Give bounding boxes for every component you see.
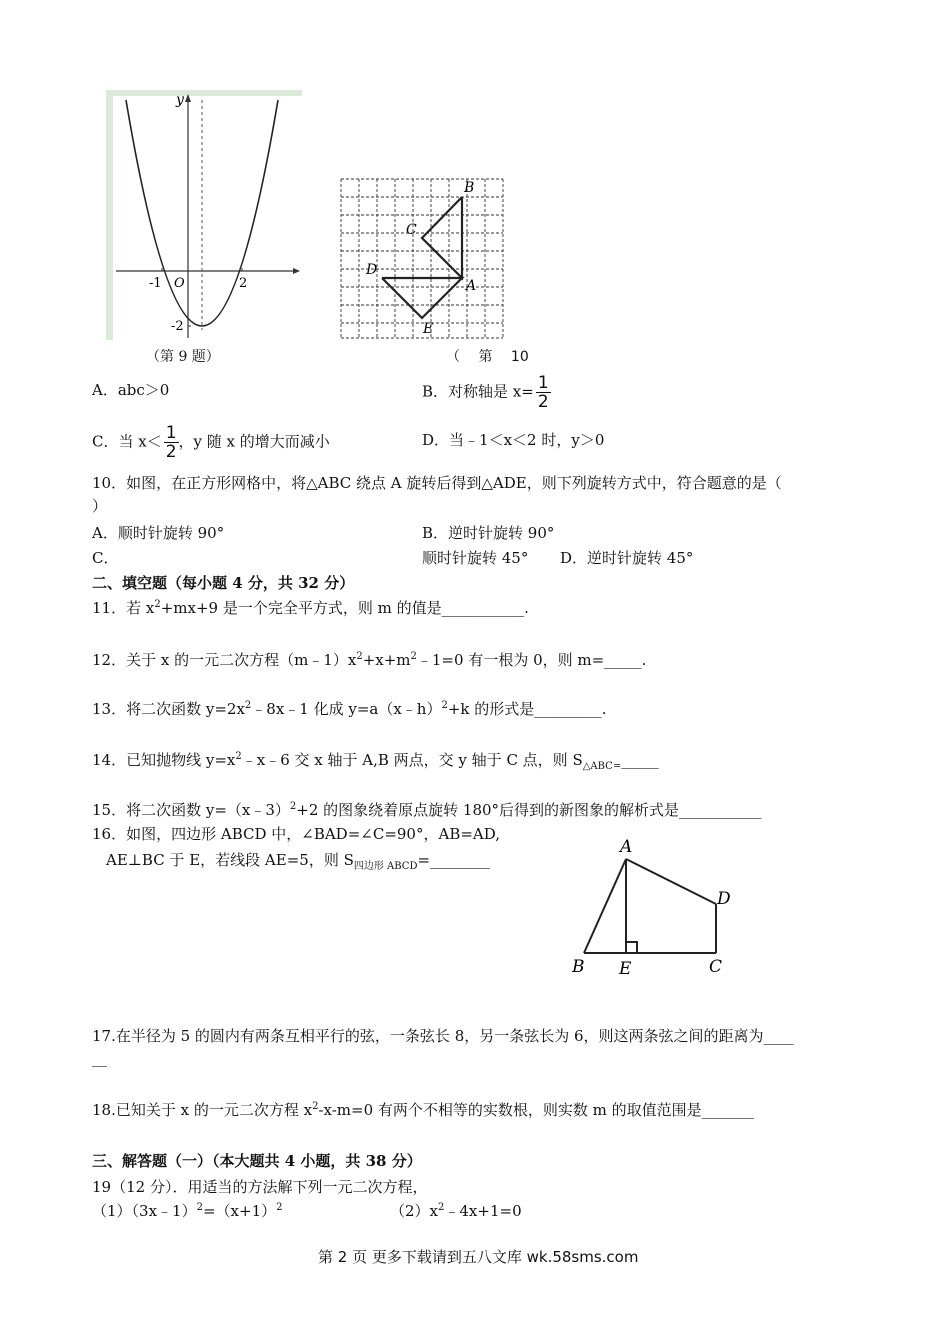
q16-line2-post: =________ bbox=[417, 851, 491, 869]
q12-pre: 12．关于 x 的一元二次方程（m﹣1）x bbox=[92, 651, 357, 669]
q9-option-b bbox=[422, 374, 551, 411]
fraction-half bbox=[536, 374, 551, 411]
q14-sup: 2 bbox=[235, 751, 242, 762]
q10-stem-line1: 10．如图，在正方形网格中，将△ABC 绕点 A 旋转后得到△ADE，则下列旋转方式中，符合题意的是（ bbox=[92, 474, 782, 492]
q16-line2-sub: 四边形 ABCD bbox=[353, 861, 418, 872]
q12-sup2: 2 bbox=[410, 651, 417, 662]
q19-p1-mid: =（x+1） bbox=[202, 1202, 277, 1220]
question-19-part2 bbox=[390, 1200, 522, 1221]
question-19-part1 bbox=[92, 1200, 282, 1221]
question-13 bbox=[92, 698, 607, 719]
q10-option-b: B．逆时针旋转 90° bbox=[422, 524, 555, 542]
q12-sup1: 2 bbox=[356, 651, 363, 662]
q15-sup: 2 bbox=[289, 801, 297, 812]
question-16-line1: 16．如图，四边形 ABCD 中，∠BAD=∠C=90°，AB=AD, bbox=[92, 825, 500, 843]
q15-post: +2 的图象绕着原点旋转 180°后得到的新图象的解析式是___________ bbox=[296, 801, 762, 819]
q14-pre: 14．已知抛物线 y=x bbox=[92, 751, 236, 769]
q9-option-b-text: B．对称轴是 x= bbox=[422, 382, 534, 401]
figure-9-caption: （第 9 题） bbox=[146, 349, 220, 365]
q10-option-d: D．逆时针旋转 45° bbox=[560, 549, 694, 567]
quadrilateral-figure bbox=[566, 832, 746, 980]
section-2-heading: 二、填空题（每小题 4 分，共 32 分） bbox=[92, 574, 355, 592]
point-e-label: E bbox=[423, 321, 434, 337]
frac-den: 2 bbox=[537, 392, 549, 412]
point-d-label: D bbox=[366, 262, 378, 278]
point-b-label: B bbox=[464, 180, 475, 196]
vertex-c-label: C bbox=[709, 957, 723, 977]
tick-label-neg2: -2 bbox=[171, 319, 184, 334]
q14-mid: ﹣x﹣6 交 x 轴于 A,B 两点，交 y 轴于 C 点，则 S bbox=[241, 751, 583, 769]
section-3-heading: 三、解答题（一）（本大题共 4 小题，共 38 分） bbox=[92, 1152, 422, 1170]
vertex-b-label: B bbox=[572, 957, 585, 977]
parabola-graph bbox=[106, 90, 302, 340]
q10-stem-line2: ） bbox=[92, 497, 108, 515]
caption-di: 第 bbox=[478, 349, 493, 365]
q13-sup1: 2 bbox=[244, 700, 252, 711]
question-17-line1: 17.在半径为 5 的圆内有两条互相平行的弦，一条弦长 8，另一条弦长为 6，则这两条弦之间的距离为____ bbox=[92, 1027, 794, 1045]
tick-label-2: 2 bbox=[239, 276, 248, 291]
q10-option-c-text: 顺时针旋转 45° bbox=[422, 549, 529, 567]
rotation-grid bbox=[338, 176, 510, 340]
frac-num: 1 bbox=[537, 373, 549, 393]
q10-option-c: C． bbox=[92, 549, 119, 567]
question-19-title: 19（12 分）．用适当的方法解下列一元二次方程， bbox=[92, 1178, 428, 1196]
tick-label-neg1: -1 bbox=[149, 276, 162, 291]
question-16-line2 bbox=[106, 849, 490, 872]
q11-post: +mx+9 是一个完全平方式，则 m 的值是___________. bbox=[160, 599, 529, 617]
q11-sup: 2 bbox=[154, 599, 161, 610]
figure-10-caption bbox=[446, 346, 529, 366]
caption-open: （ bbox=[446, 349, 460, 365]
vertex-a-label: A bbox=[620, 837, 633, 857]
q13-sup2: 2 bbox=[441, 700, 448, 711]
q18-pre: 18.已知关于 x 的一元二次方程 x bbox=[92, 1101, 313, 1119]
q9-option-c-post: ，y 随 x 的增大而减小 bbox=[178, 432, 330, 451]
q14-sub: △ABC= bbox=[582, 761, 622, 772]
q19-p2-post: ﹣4x+1=0 bbox=[444, 1202, 522, 1220]
q19-p1-sup1: 2 bbox=[196, 1202, 203, 1213]
q11-pre: 11．若 x bbox=[92, 599, 155, 617]
frac-num: 1 bbox=[165, 423, 177, 443]
q15-pre: 15．将二次函数 y=（x﹣3） bbox=[92, 801, 290, 819]
vertex-e-label: E bbox=[619, 959, 632, 979]
figure-16 bbox=[566, 832, 746, 980]
q18-sup: 2 bbox=[312, 1101, 319, 1112]
q9-option-c-pre: C．当 x＜ bbox=[92, 432, 162, 451]
question-18 bbox=[92, 1099, 754, 1120]
q13-post: +k 的形式是_________. bbox=[447, 700, 607, 718]
q9-option-c bbox=[92, 424, 330, 461]
question-17-line2: __ bbox=[92, 1049, 107, 1067]
fraction-half bbox=[164, 424, 179, 461]
q13-mid: ﹣8x﹣1 化成 y=a（x﹣h） bbox=[251, 700, 442, 718]
page-footer: 第 2 页 更多下载请到五八文库 wk.58sms.com bbox=[318, 1248, 639, 1266]
q9-option-d: D．当﹣1＜x＜2 时，y＞0 bbox=[422, 431, 605, 449]
point-a-label: A bbox=[466, 278, 477, 294]
q19-p2-pre: （2）x bbox=[390, 1202, 439, 1220]
q10-option-a: A．顺时针旋转 90° bbox=[92, 524, 225, 542]
y-axis-label: y bbox=[176, 92, 184, 108]
q19-p1-sup2: 2 bbox=[276, 1202, 283, 1213]
q14-post: _____ bbox=[621, 751, 659, 769]
q12-mid: +x+m bbox=[362, 651, 411, 669]
question-14 bbox=[92, 749, 659, 772]
q16-line2-pre: AE⊥BC 于 E，若线段 AE=5，则 S bbox=[106, 851, 354, 869]
figure-10 bbox=[338, 176, 510, 340]
origin-label: O bbox=[174, 276, 185, 291]
q19-p2-sup: 2 bbox=[438, 1202, 445, 1213]
point-c-label: C bbox=[406, 222, 417, 238]
q12-post: ﹣1=0 有一根为 0，则 m=_____. bbox=[416, 651, 647, 669]
frac-den: 2 bbox=[165, 442, 177, 462]
question-11 bbox=[92, 597, 529, 618]
q13-pre: 13．将二次函数 y=2x bbox=[92, 700, 245, 718]
question-12 bbox=[92, 649, 646, 670]
q18-post: -x-m=0 有两个不相等的实数根，则实数 m 的取值范围是_______ bbox=[318, 1101, 755, 1119]
vertex-d-label: D bbox=[717, 889, 731, 909]
q9-option-a: A．abc＞0 bbox=[92, 381, 170, 399]
figure-9 bbox=[106, 90, 302, 340]
question-15 bbox=[92, 799, 762, 820]
q19-p1-pre: （1）（3x﹣1） bbox=[92, 1202, 197, 1220]
caption-num: 10 bbox=[510, 349, 529, 365]
